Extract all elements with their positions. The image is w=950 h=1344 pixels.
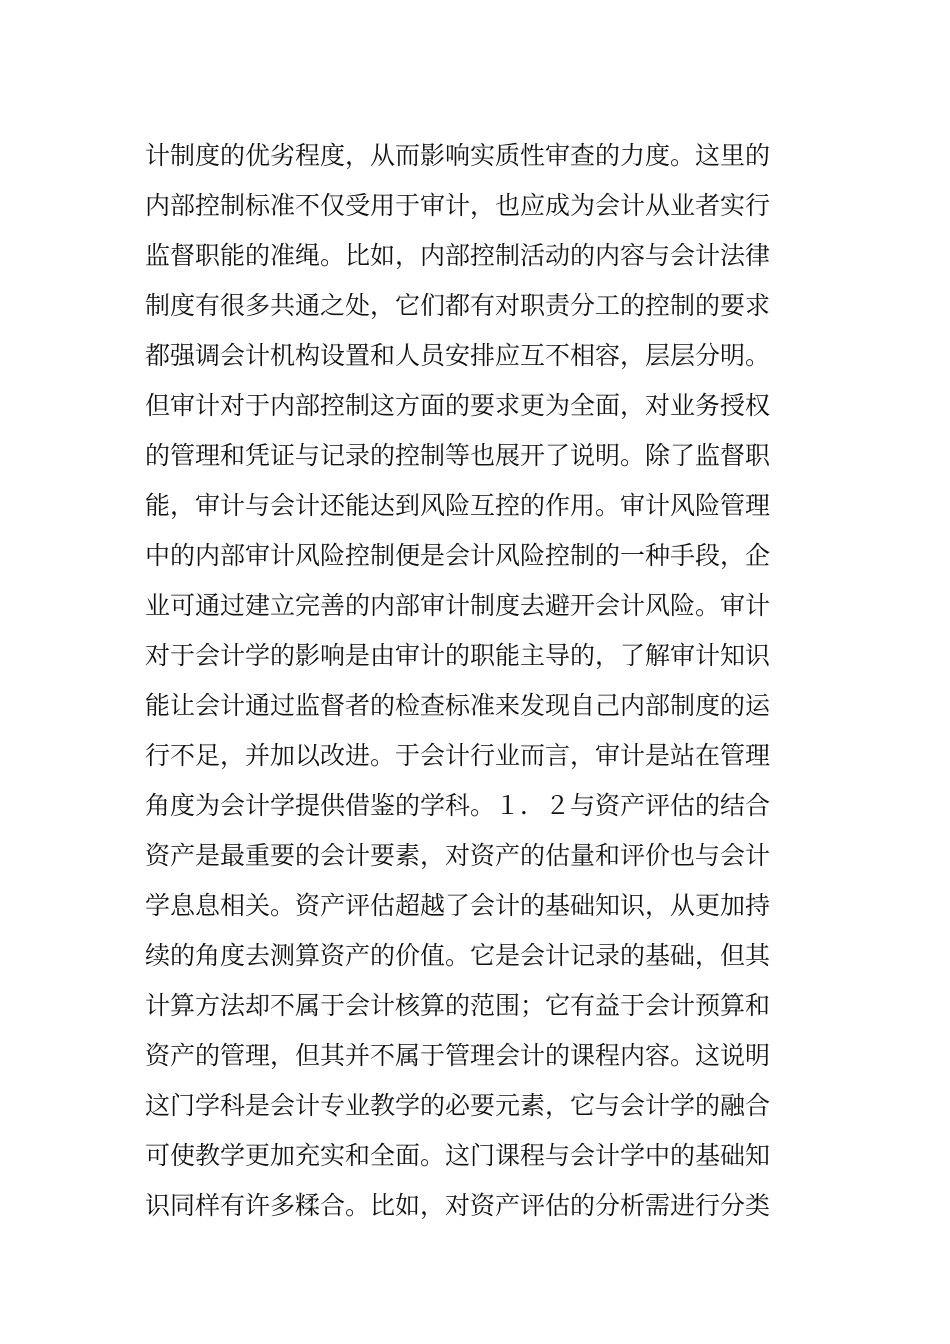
text-line-3: 监督职能的准绳。比如，内部控制活动的内容与会计法律	[145, 241, 771, 270]
text-line-8: 能，审计与会计还能达到风险互控的作用。审计风险管理	[145, 491, 771, 520]
text-line-10: 业可通过建立完善的内部审计制度去避开会计风险。审计	[145, 591, 771, 620]
text-line-2: 内部控制标准不仅受用于审计，也应成为会计从业者实行	[145, 191, 771, 220]
text-line-15: 资产是最重要的会计要素，对资产的估量和评价也与会计	[145, 841, 771, 870]
text-line-1: 计制度的优劣程度，从而影响实质性审查的力度。这里的	[145, 141, 771, 170]
text-line-4: 制度有很多共通之处，它们都有对职责分工的控制的要求	[145, 291, 771, 320]
text-line-17: 续的角度去测算资产的价值。它是会计记录的基础，但其	[145, 941, 771, 970]
text-line-12: 能让会计通过监督者的检查标准来发现自己内部制度的运	[145, 691, 771, 720]
text-line-14: 角度为会计学提供借鉴的学科。１．２与资产评估的结合	[145, 791, 771, 820]
text-line-22: 识同样有许多糅合。比如，对资产评估的分析需进行分类	[145, 1191, 771, 1220]
text-line-9: 中的内部审计风险控制便是会计风险控制的一种手段，企	[145, 541, 771, 570]
text-line-7: 的管理和凭证与记录的控制等也展开了说明。除了监督职	[145, 441, 771, 470]
text-line-19: 资产的管理，但其并不属于管理会计的课程内容。这说明	[145, 1041, 771, 1070]
text-line-13: 行不足，并加以改进。于会计行业而言，审计是站在管理	[145, 741, 771, 770]
text-line-6: 但审计对于内部控制这方面的要求更为全面，对业务授权	[145, 391, 771, 420]
text-line-16: 学息息相关。资产评估超越了会计的基础知识，从更加持	[145, 891, 771, 920]
text-line-20: 这门学科是会计专业教学的必要元素，它与会计学的融合	[145, 1091, 771, 1120]
text-line-11: 对于会计学的影响是由审计的职能主导的，了解审计知识	[145, 641, 771, 670]
text-line-21: 可使教学更加充实和全面。这门课程与会计学中的基础知	[145, 1141, 771, 1170]
body-text	[145, 131, 845, 1231]
text-line-18: 计算方法却不属于会计核算的范围；它有益于会计预算和	[145, 991, 771, 1020]
text-line-5: 都强调会计机构设置和人员安排应互不相容，层层分明。	[145, 341, 771, 370]
